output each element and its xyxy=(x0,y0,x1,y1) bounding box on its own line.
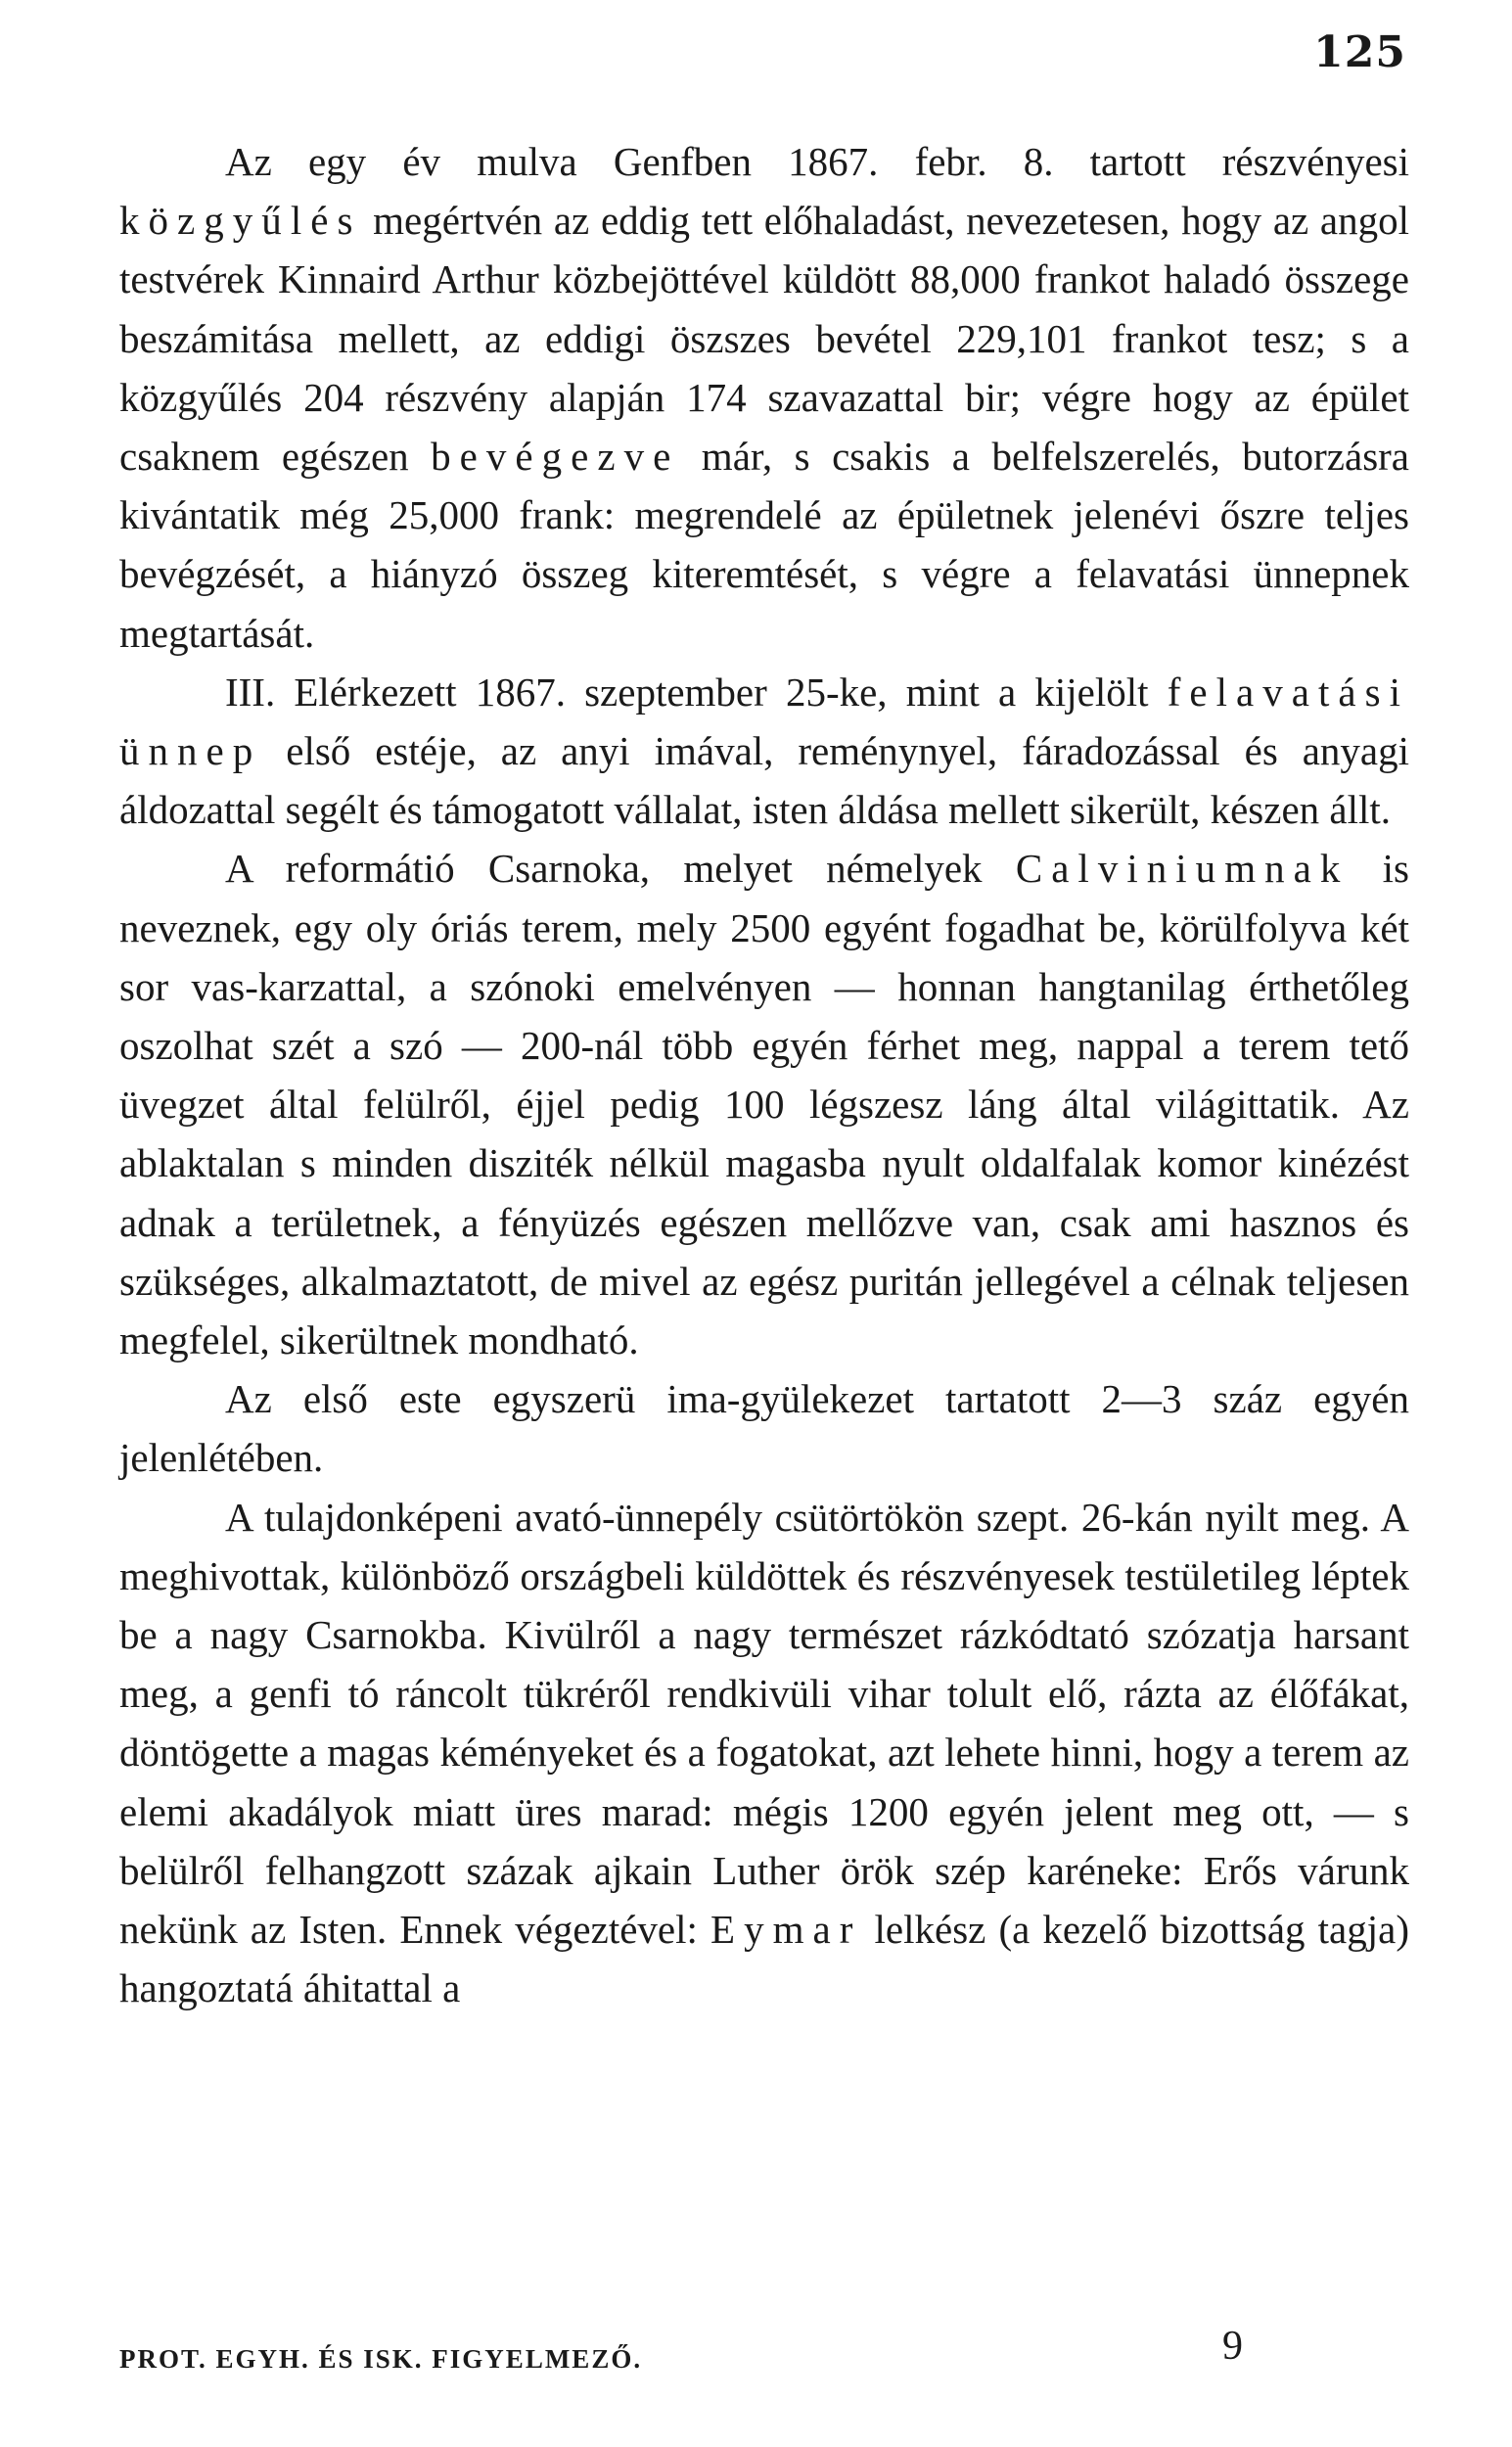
spaced-emphasis: bevégezve xyxy=(431,434,680,480)
paragraph-section-iii xyxy=(119,663,1409,840)
text-run: első estéje, az anyi imával, reménynyel, fáradozással és anyagi áldozattal segélt és támogatott vállalat, isten áldása mellett sikerült, készen állt. xyxy=(119,728,1409,833)
body-text xyxy=(119,132,1409,2018)
paragraph-reformation-hall xyxy=(119,839,1409,1369)
paragraph-first-evening xyxy=(119,1369,1409,1487)
text-run: már, s csakis a belfelszerelés, butorzásra kivántatik még 25,000 frank: megrendelé az épületnek jelenévi őszre teljes bevégzését, a hiányzó összeg kiteremtését, s végre a felavatási ünnepnek megtartását. xyxy=(119,434,1409,656)
spaced-emphasis: közgyűlés xyxy=(119,198,362,244)
text-run: A reformátió Csarnoka, melyet némelyek xyxy=(225,846,1016,892)
text-run: Az egy év mulva Genfben 1867. febr. 8. tartott részvényesi xyxy=(225,139,1409,184)
text-run: is neveznek, egy oly óriás terem, mely 2500 egyént fogadhat be, körülfolyva két sor vas-karzattal, a szónoki emelvényen — honnan hangtanilag érthetőleg oszolhat szét a szó — 200-nál több egyén férhet meg, nappal a terem tető üvegzet által felülről, éjjel pedig 100 légszesz láng által világittatik. Az ablaktalan s minden disziték nélkül magasba nyult oldalfalak komor kinézést adnak a területnek, a fényüzés egészen mellőzve van, csak ami hasznos és szükséges, alkalmaztatott, de mivel az egész puritán jellegével a célnak teljesen megfelel, sikerültnek mondható. xyxy=(119,846,1410,1363)
page-footer xyxy=(119,2324,1409,2375)
text-run: Az első este egyszerü ima-gyülekezet tartatott 2—3 száz egyén jelenlétében. xyxy=(119,1376,1409,1481)
spaced-emphasis: Eymar xyxy=(710,1907,862,1953)
journal-signature: PROT. EGYH. ÉS ISK. FIGYELMEZŐ. xyxy=(119,2344,643,2374)
text-run: A tulajdonképeni avató-ünnepély csütörtökön szept. 26-kán nyilt meg. A meghivottak, különböző országbeli küldöttek és részvényesek testületileg léptek be a nagy Csarnokba. Kivülről a nagy természet rázkódtató szózatja harsant meg, a genfi tó ráncolt tükréről rendkivüli vihar tolult elő, rázta az élőfákat, döntögette a magas kéményeket és a fogatokat, azt lehete hinni, hogy a terem az elemi akadályok miatt üres marad: mégis 1200 egyén jelent meg ott, — s belülről felhangzott százak ajkain Luther örök szép karéneke: Erős várunk nekünk az Isten. Ennek végeztével: xyxy=(119,1494,1409,1953)
page-number: 125 xyxy=(1313,27,1406,77)
spaced-emphasis: Calviniumnak xyxy=(1015,846,1350,892)
text-run: III. Elérkezett 1867. szeptember 25-ke, mint a kijelölt xyxy=(225,669,1168,715)
text-run: lelkész (a kezelő bizottság tagja) hangoztatá áhitattal a xyxy=(119,1907,1409,2011)
paragraph-shareholders-meeting xyxy=(119,132,1409,663)
paragraph-inauguration xyxy=(119,1488,1409,2018)
spaced-emphasis: felavatási ünnep xyxy=(119,669,1409,774)
text-run: megértvén az eddig tett előhaladást, nevezetesen, hogy az angol testvérek Kinnaird Arthur közbejöttével küldött 88,000 frankot haladó összege beszámitása mellett, az eddigi öszszes bevétel 229,101 frankot tesz; s a közgyűlés 204 részvény alapján 174 szavazattal bir; végre hogy az épület csaknem egészen xyxy=(119,198,1409,480)
sheet-number: 9 xyxy=(1222,2324,1243,2369)
